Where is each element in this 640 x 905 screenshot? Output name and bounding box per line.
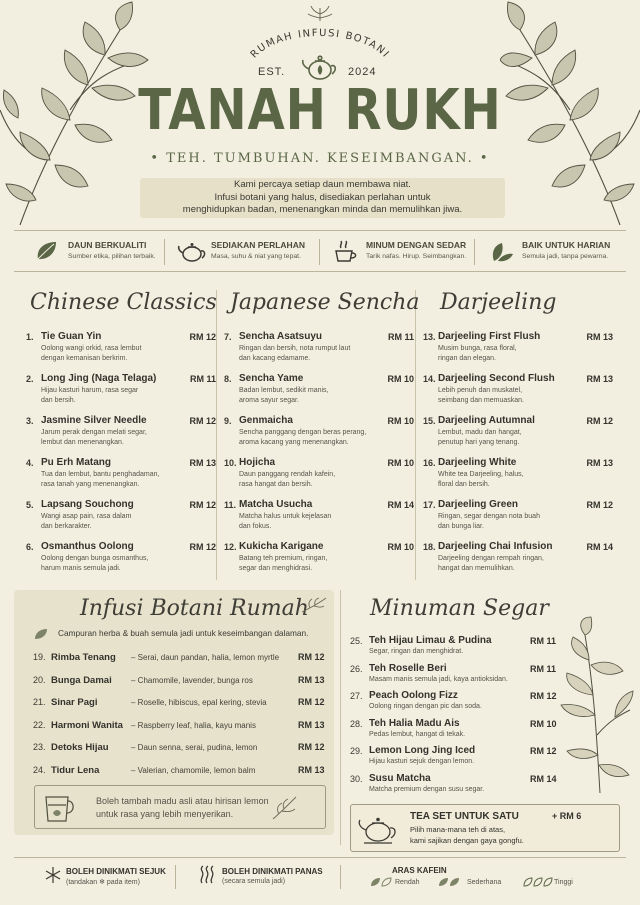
feature-subtitle: Masa, suhu & niat yang tepat.	[211, 253, 301, 260]
item-description-line: rasa hangat dan bersih.	[239, 480, 313, 488]
item-name: Tie Guan Yin	[41, 331, 102, 342]
item-price: RM 14	[387, 500, 414, 510]
snowflake-icon	[44, 866, 62, 884]
item-description-line: dan fokus.	[239, 522, 272, 530]
brand-arc-label: RUMAH INFUSI BOTANI	[248, 27, 392, 58]
column-divider	[216, 290, 217, 580]
item-description-line: Oolong dengan bunga osmanthus,	[41, 555, 149, 562]
item-number: 17.	[423, 500, 436, 510]
honey-note-line: Boleh tambah madu asli atau hirisan lemon	[96, 796, 269, 806]
item-number: 24.	[33, 764, 46, 775]
item-description-line: Lembut, madu dan hangat,	[438, 429, 522, 436]
item-description	[438, 554, 573, 573]
intro-line: Kami percaya setiap daun membawa niat.	[234, 179, 411, 190]
feature-subtitle: Semula jadi, tanpa pewarna.	[522, 253, 609, 260]
tagline: • TEH. TUMBUHAN. KESEIMBANGAN. •	[150, 151, 490, 166]
page-title: TANAH RUKH	[138, 78, 502, 143]
item-price: RM 12	[189, 500, 216, 510]
item-description	[438, 470, 573, 489]
item-name: Darjeeling Autumnal	[438, 415, 535, 426]
item-ingredients: – Serai, daun pandan, halia, lemon myrtle	[131, 653, 280, 662]
section-heading-japanese: Japanese Sencha	[230, 290, 420, 315]
item-description-line: Jarum perak dengan melati segar,	[41, 429, 147, 436]
item-price: RM 12	[298, 652, 325, 662]
item-number: 11.	[224, 500, 237, 510]
item-ingredients: – Chamomile, lavender, bunga ros	[131, 675, 253, 685]
features-bar	[14, 230, 626, 272]
item-name: Osmanthus Oolong	[41, 541, 134, 552]
footer-caffeine-title: ARAS KAFEIN	[392, 866, 447, 875]
tea-set-description	[410, 825, 560, 846]
item-description	[41, 470, 176, 489]
item-price: RM 10	[387, 542, 414, 552]
item-price: RM 14	[530, 773, 557, 784]
item-description-line: lembut dan menenangkan.	[41, 438, 124, 446]
item-price: RM 13	[298, 674, 325, 685]
item-number: 1.	[26, 332, 34, 342]
item-description	[41, 428, 176, 447]
divider	[474, 239, 475, 265]
caffeine-level-medium: Sederhana	[467, 879, 502, 886]
item-name: Tidur Lena	[51, 764, 100, 776]
caffeine-medium-icon	[438, 877, 466, 887]
item-description-line: Sencha panggang dengan beras perang,	[239, 429, 367, 436]
teapot-icon	[356, 810, 400, 846]
infusi-item	[33, 675, 323, 689]
item-number: 28.	[350, 718, 363, 729]
tea-set-title: TEA SET UNTUK SATU	[410, 811, 519, 822]
infusi-subtitle: Campuran herba & buah semula jadi untuk keseimbangan dalaman.	[58, 628, 309, 638]
item-name: Peach Oolong Fizz	[369, 690, 458, 701]
item-name: Teh Hijau Limau & Pudina	[369, 635, 492, 646]
footer-divider	[14, 857, 626, 858]
divider	[340, 865, 341, 889]
item-name: Detoks Hijau	[51, 742, 109, 753]
infusi-item	[33, 720, 323, 734]
item-description	[239, 554, 374, 573]
item-description: Matcha premium dengan susu segar.	[369, 785, 485, 793]
divider	[319, 239, 320, 265]
item-ingredients: – Roselle, hibiscus, epal kering, stevia	[131, 698, 267, 707]
item-description	[239, 470, 374, 489]
section-heading-minuman: Minuman Segar	[370, 596, 549, 621]
item-price: RM 13	[586, 332, 613, 342]
item-name: Sinar Pagi	[51, 697, 98, 708]
tea-glass-icon	[42, 789, 80, 825]
item-name: Rimba Tenang	[51, 652, 116, 663]
leaf-icon	[34, 239, 60, 263]
item-description-line: Wangi asap pain, rasa dalam	[41, 513, 132, 520]
item-name: Darjeeling Chai Infusion	[438, 541, 553, 552]
item-number: 10.	[224, 458, 237, 468]
item-number: 18.	[423, 542, 436, 552]
item-name: Teh Roselle Beri	[369, 662, 447, 674]
item-price: RM 13	[298, 719, 325, 730]
item-name: Lapsang Souchong	[41, 499, 134, 510]
item-name: Sencha Yame	[239, 373, 304, 384]
item-description-line: dengan kemanisan berkrim.	[41, 354, 128, 362]
item-name: Genmaicha	[239, 415, 293, 426]
item-price: RM 12	[530, 746, 557, 756]
leaves-icon	[488, 239, 514, 263]
infusi-item	[33, 765, 323, 779]
item-number: 19.	[33, 652, 46, 662]
divider	[164, 239, 165, 265]
item-description-line: harum manis semula jadi.	[41, 564, 121, 572]
leaf-sprig-icon	[270, 795, 298, 821]
item-number: 22.	[33, 719, 46, 730]
item-name: Darjeeling Green	[438, 499, 519, 510]
item-description: Hijau kasturi sejuk dengan lemon.	[369, 758, 475, 765]
feature-subtitle: Sumber etika, pilihan terbaik.	[68, 253, 156, 260]
item-description-line: dan berkarakter.	[41, 522, 92, 530]
column-divider	[340, 590, 341, 845]
item-description-line: dan kacang edamame.	[239, 354, 311, 362]
item-description: Masam manis semula jadi, kaya antioksidan.	[369, 675, 508, 683]
section-heading-infusi: Infusi Botani Rumah	[80, 596, 309, 621]
item-name: Jasmine Silver Needle	[41, 415, 147, 426]
item-number: 6.	[26, 542, 34, 552]
item-name: Kukicha Karigane	[239, 541, 324, 552]
item-price: RM 12	[189, 332, 216, 342]
item-description-line: seimbang dan memuaskan.	[438, 396, 524, 404]
item-price: RM 13	[586, 374, 613, 384]
item-description-line: Ringan, segar dengan nota buah	[438, 513, 540, 520]
item-price: RM 13	[298, 764, 325, 775]
footer-hot-subtitle: (secara semula jadi)	[222, 878, 286, 885]
infusi-item	[33, 697, 323, 711]
item-description-line: Ringan dan bersih, nota rumput laut	[239, 345, 351, 352]
item-description: Pedas lembut, hangat di tekak.	[369, 730, 466, 738]
tea-set-price: + RM 6	[552, 811, 582, 821]
item-name: Teh Halia Madu Ais	[369, 717, 460, 729]
item-description: Segar, ringan dan menghidrat.	[369, 648, 464, 655]
item-description-line: Oolong wangi orkid, rasa lembut	[41, 345, 142, 352]
item-number: 3.	[26, 416, 34, 426]
item-description-line: segar dan menghidrasi.	[239, 564, 313, 572]
item-number: 20.	[33, 674, 46, 685]
item-description-line: White tea Darjeeling, halus,	[438, 471, 524, 478]
item-description-line: Musim bunga, rasa floral,	[438, 345, 517, 352]
item-number: 13.	[423, 332, 436, 342]
item-number: 25.	[350, 636, 363, 646]
feature-title: DAUN BERKUALITI	[68, 240, 147, 250]
item-price: RM 12	[530, 691, 557, 701]
item-price: RM 13	[586, 458, 613, 468]
item-number: 4.	[26, 458, 34, 468]
item-price: RM 11	[387, 332, 414, 342]
item-description-line: Daun panggang rendah kafein,	[239, 471, 336, 478]
item-price: RM 12	[586, 500, 613, 510]
item-description	[239, 512, 374, 531]
intro-text	[140, 179, 505, 217]
item-number: 21.	[33, 697, 46, 707]
year-label: 2024	[348, 66, 377, 78]
feature-subtitle: Tarik nafas. Hirup. Seimbangkan.	[366, 253, 467, 260]
item-ingredients: – Valerian, chamomile, lemon balm	[131, 765, 256, 775]
infusi-item	[33, 742, 323, 756]
item-description-line: Darjeeling dengan rempah ringan,	[438, 555, 544, 562]
item-name: Long Jing (Naga Telaga)	[41, 373, 157, 384]
item-name: Susu Matcha	[369, 772, 431, 784]
caffeine-low-icon	[370, 877, 394, 887]
footer-cold-title: BOLEH DINIKMATI SEJUK	[66, 867, 166, 876]
item-description-line: Badan lembut, sedikit manis,	[239, 387, 329, 394]
item-name: Harmoni Wanita	[51, 719, 123, 731]
item-description-line: aroma kacang yang menenangkan.	[239, 438, 349, 446]
item-description-line: hangat dan memulihkan.	[438, 564, 515, 572]
item-price: RM 12	[586, 416, 613, 426]
tea-cup-icon	[332, 239, 360, 265]
item-number: 23.	[33, 742, 46, 752]
item-description-line: dan bunga liar.	[438, 522, 484, 530]
item-description	[239, 386, 374, 405]
item-description	[438, 386, 573, 405]
item-description	[438, 512, 573, 531]
tea-set-line: Pilih mana-mana teh di atas,	[410, 825, 506, 834]
item-price: RM 11	[530, 636, 557, 646]
teapot-icon	[177, 239, 207, 263]
divider	[175, 865, 176, 889]
est-label: EST.	[258, 66, 286, 78]
item-price: RM 12	[298, 697, 325, 707]
intro-line: menghidupkan badan, menenangkan minda dan memulihkan jiwa.	[182, 204, 463, 215]
footer-cold-subtitle: (tandakan ❄ pada item)	[66, 879, 140, 886]
item-description	[438, 428, 573, 447]
item-price: RM 10	[387, 374, 414, 384]
item-number: 26.	[350, 663, 363, 674]
caffeine-level-high: Tinggi	[554, 879, 573, 886]
feature-title: BAIK UNTUK HARIAN	[522, 240, 611, 250]
item-description-line: Hijau kasturi harum, rasa segar	[41, 387, 139, 394]
item-description	[438, 344, 573, 363]
item-name: Hojicha	[239, 457, 276, 468]
item-description-line: rasa tanah yang menenangkan.	[41, 480, 140, 488]
honey-note-line: untuk rasa yang lebih menyerikan.	[96, 809, 234, 819]
small-leaf-icon	[34, 628, 48, 640]
item-description	[41, 386, 176, 405]
item-number: 2.	[26, 374, 34, 384]
item-description-line: dan bersih.	[41, 396, 76, 404]
item-name: Bunga Damai	[51, 674, 112, 686]
item-name: Darjeeling First Flush	[438, 331, 541, 342]
item-number: 16.	[423, 458, 436, 468]
item-description-line: Matcha halus untuk kejelasan	[239, 513, 332, 520]
item-description-line: Tua dan lembut, bantu penghadaman,	[41, 471, 160, 478]
item-description	[41, 512, 176, 531]
item-ingredients: – Daun senna, serai, pudina, lemon	[131, 743, 258, 752]
item-price: RM 12	[298, 742, 325, 752]
item-number: 7.	[224, 332, 232, 342]
item-price: RM 11	[530, 663, 557, 674]
herb-illustration	[555, 615, 635, 795]
item-description: Oolong ringan dengan pic dan soda.	[369, 703, 482, 710]
sprig-icon	[300, 596, 328, 614]
feature-title: SEDIAKAN PERLAHAN	[211, 240, 305, 250]
item-number: 15.	[423, 416, 436, 426]
section-heading-darjeeling: Darjeeling	[440, 290, 557, 315]
item-ingredients: – Raspberry leaf, halia, kayu manis	[131, 720, 256, 730]
item-price: RM 11	[189, 374, 216, 384]
item-description-line: Batang teh premium, ringan,	[239, 555, 328, 562]
infusi-item	[33, 652, 323, 666]
item-number: 8.	[224, 374, 232, 384]
item-number: 29.	[350, 746, 363, 756]
item-price: RM 10	[387, 416, 414, 426]
feature-title: MINUM DENGAN SEDAR	[366, 240, 467, 250]
item-description	[41, 554, 176, 573]
intro-line: Infusi botani yang halus, disediakan perlahan untuk	[214, 191, 431, 203]
item-number: 12.	[224, 542, 237, 552]
item-description-line: floral dan bersih.	[438, 480, 490, 488]
item-price: RM 14	[586, 542, 613, 552]
item-name: Darjeeling Second Flush	[438, 373, 555, 384]
item-name: Sencha Asatsuyu	[239, 331, 322, 342]
item-price: RM 12	[189, 416, 216, 426]
caffeine-level-low: Rendah	[395, 879, 420, 886]
item-name: Matcha Usucha	[239, 499, 313, 510]
item-price: RM 10	[530, 718, 557, 729]
item-number: 14.	[423, 374, 436, 384]
item-description-line: Lebih penuh dan muskatel,	[438, 387, 523, 394]
item-description	[239, 344, 374, 363]
item-price: RM 10	[387, 458, 414, 468]
section-heading-chinese: Chinese Classics	[30, 290, 217, 315]
item-description-line: aroma sayur segar.	[239, 396, 299, 404]
item-number: 5.	[26, 500, 34, 510]
item-number: 27.	[350, 691, 363, 701]
item-name: Pu Erh Matang	[41, 457, 112, 468]
item-number: 30.	[350, 773, 363, 784]
item-name: Darjeeling White	[438, 457, 517, 468]
item-name: Lemon Long Jing Iced	[369, 745, 476, 756]
honey-note	[96, 795, 296, 821]
item-description	[239, 428, 374, 447]
column-divider	[415, 290, 416, 580]
item-description	[41, 344, 176, 363]
item-description-line: penutup hari yang tenang.	[438, 438, 520, 446]
steam-icon	[198, 865, 216, 885]
item-description-line: ringan dan elegan.	[438, 354, 496, 362]
footer-hot-title: BOLEH DINIKMATI PANAS	[222, 867, 323, 876]
item-price: RM 13	[189, 458, 216, 468]
caffeine-high-icon	[523, 877, 555, 887]
item-price: RM 12	[189, 542, 216, 552]
tea-set-line: kami sajikan dengan gaya gongfu.	[410, 835, 524, 845]
item-number: 9.	[224, 416, 232, 426]
